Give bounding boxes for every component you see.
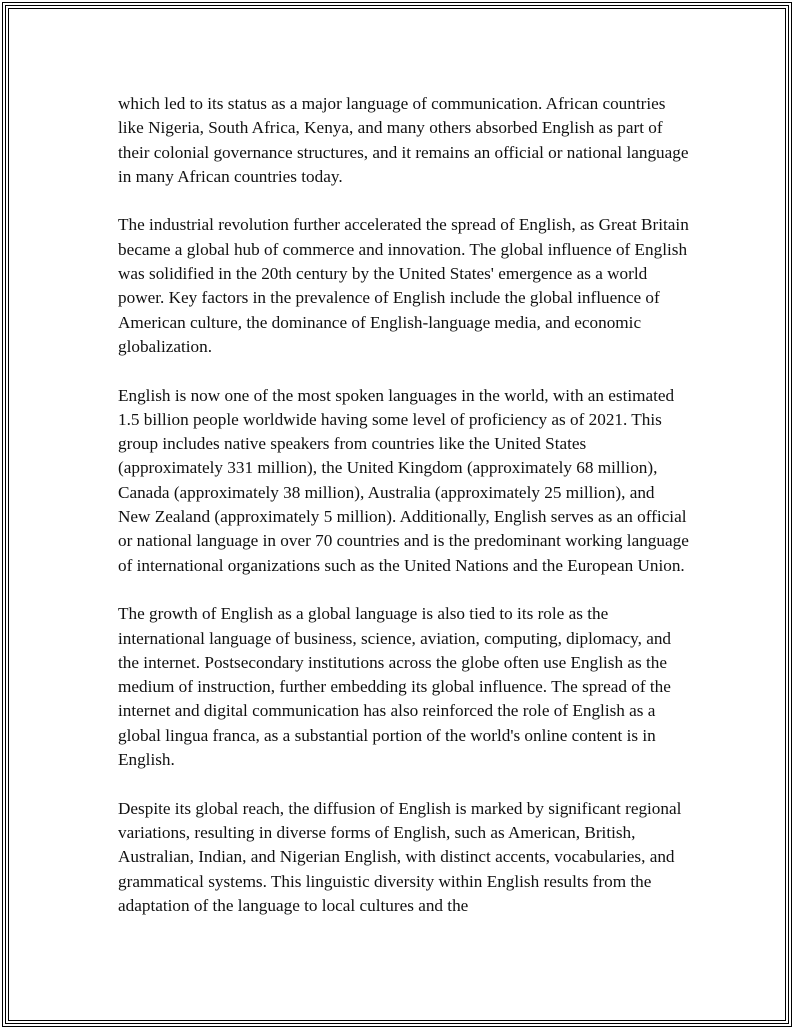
paragraph-global-growth: The growth of English as a global language is also tied to its role as the international language of business, science, aviation, computing, diplomacy, and the internet. Postsecondary institutions across the globe often use English as the medium of instruction, further embedding its global influence. The spread of the internet and digital communication has also reinforced the role of English as a global lingua franca, as a substantial portion of the world's online content is in English. <box>118 604 672 770</box>
document-body <box>118 92 690 918</box>
paragraph-speaker-statistics: English is now one of the most spoken languages in the world, with an estimated 1.5 billion people worldwide having some level of proficiency as of 2021. This group includes native speakers from countries like the United States (approximately 331 million), the United Kingdom (approximately 68 million), Canada (approximately 38 million), Australia (approximately 25 million), and New Zealand (approximately 5 million). Additionally, English serves as an official or national language in over 70 countries and is the predominant working language of international organizations such as the United Nations and the European Union. <box>118 385 689 575</box>
paragraph-industrial-revolution: The industrial revolution further accelerated the spread of English, as Great Britain became a global hub of commerce and innovation. The global influence of English was solidified in the 20th century by the United States' emergence as a world power. Key factors in the prevalence of English include the global influence of American culture, the dominance of English-language media, and economic globalization. <box>118 215 689 356</box>
paragraph-regional-variations: Despite its global reach, the diffusion of English is marked by significant regional variations, resulting in diverse forms of English, such as American, British, Australian, Indian, and Nigerian English, with distinct accents, vocabularies, and grammatical systems. This linguistic diversity within English results from the adaptation of the language to local cultures and the <box>118 798 682 915</box>
paragraph-colonial-africa: which led to its status as a major language of communication. African countries like Nigeria, South Africa, Kenya, and many others absorbed English as part of their colonial governance structures, and it remains an official or national language in many African countries today. <box>118 94 689 186</box>
